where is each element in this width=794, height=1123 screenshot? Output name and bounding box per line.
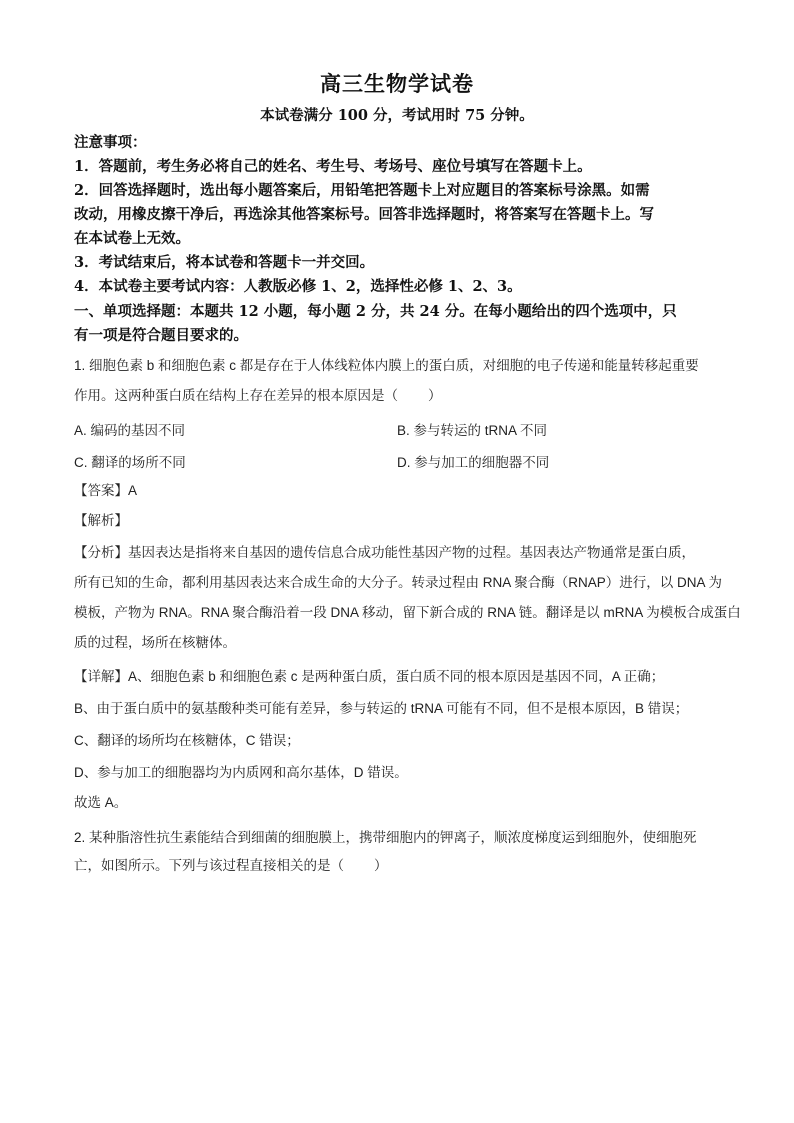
fenxi-label: 【分析】 (74, 545, 128, 560)
notice-item: 改动，用橡皮擦干净后，再选涂其他答案标号。回答非选择题时，将答案写在答题卡上。写 (74, 206, 654, 223)
option-c: C. 翻译的场所不同 (74, 455, 186, 470)
notice-heading: 注意事项： (74, 134, 147, 151)
answer-label: 【答案】 (74, 483, 128, 498)
xiangjie-line: B、由于蛋白质中的氨基酸种类可能有差异，参与转运的 tRNA 可能有不同，但不是根本原因，B 错误； (74, 701, 689, 716)
answer-line (74, 479, 726, 503)
option-a: A. 编码的基因不同 (74, 423, 186, 438)
fenxi-line: 所有已知的生命，都利用基因表达来合成生命的大分子。转录过程由 RNA 聚合酶（RNAP）进行，以 DNA 为 (74, 575, 723, 590)
xiangjie-line (74, 665, 726, 689)
fenxi-text: 基因表达是指将来自基因的遗传信息合成功能性基因产物的过程。基因表达产物通常是蛋白质， (128, 545, 695, 560)
notice-item: 3．考试结束后，将本试卷和答题卡一并交回。 (74, 254, 375, 271)
analysis-label: 【解析】 (74, 513, 128, 528)
question-1-stem-end: ） (428, 388, 442, 403)
question-1-stem (74, 384, 726, 408)
answer-value: A (128, 483, 138, 498)
xiangjie-text: A、细胞色素 b 和细胞色素 c 是两种蛋白质，蛋白质不同的根本原因是基因不同，A 正确； (128, 669, 665, 684)
xiangjie-line: C、翻译的场所均在核糖体，C 错误； (74, 733, 300, 748)
question-1-stem-text: 作用。这两种蛋白质在结构上存在差异的根本原因是（ (74, 388, 398, 403)
fenxi-line (74, 541, 726, 565)
option-d: D. 参与加工的细胞器不同 (397, 455, 550, 470)
question-1-stem: 1. 细胞色素 b 和细胞色素 c 都是存在于人体线粒体内膜上的蛋白质，对细胞的电子传递和能量转移起重要 (74, 358, 699, 373)
option-b: B. 参与转运的 tRNA 不同 (397, 423, 548, 438)
conclusion-line: 故选 A。 (74, 795, 128, 810)
xiangjie-label: 【详解】 (74, 669, 128, 684)
question-2-stem-end: ） (374, 858, 388, 873)
question-2-stem (74, 854, 726, 878)
exam-subtitle: 本试卷满分 100 分，考试用时 75 分钟。 (260, 107, 534, 124)
question-2-stem-text: 亡，如图所示。下列与该过程直接相关的是（ (74, 858, 344, 873)
notice-item: 4．本试卷主要考试内容：人教版必修 1、2，选择性必修 1、2、3。 (74, 278, 522, 295)
notice-item: 2．回答选择题时，选出每小题答案后，用铅笔把答题卡上对应题目的答案标号涂黑。如需 (74, 182, 650, 199)
section-heading: 一、单项选择题：本题共 12 小题，每小题 2 分，共 24 分。在每小题给出的四个选项中，只 (74, 303, 677, 320)
section-heading: 有一项是符合题目要求的。 (74, 327, 248, 344)
page-title: 高三生物学试卷 (320, 71, 474, 96)
notice-item: 1．答题前，考生务必将自己的姓名、考生号、考场号、座位号填写在答题卡上。 (74, 158, 592, 175)
fenxi-line: 模板，产物为 RNA。RNA 聚合酶沿着一段 DNA 移动，留下新合成的 RNA 链。翻译是以 mRNA 为模板合成蛋白 (74, 605, 741, 620)
xiangjie-line: D、参与加工的细胞器均为内质网和高尔基体，D 错误。 (74, 765, 408, 780)
notice-item: 在本试卷上无效。 (74, 230, 190, 247)
fenxi-line: 质的过程，场所在核糖体。 (74, 635, 236, 650)
question-2-stem: 2. 某种脂溶性抗生素能结合到细菌的细胞膜上，携带细胞内的钾离子，顺浓度梯度运到细胞外，使细胞死 (74, 830, 697, 845)
